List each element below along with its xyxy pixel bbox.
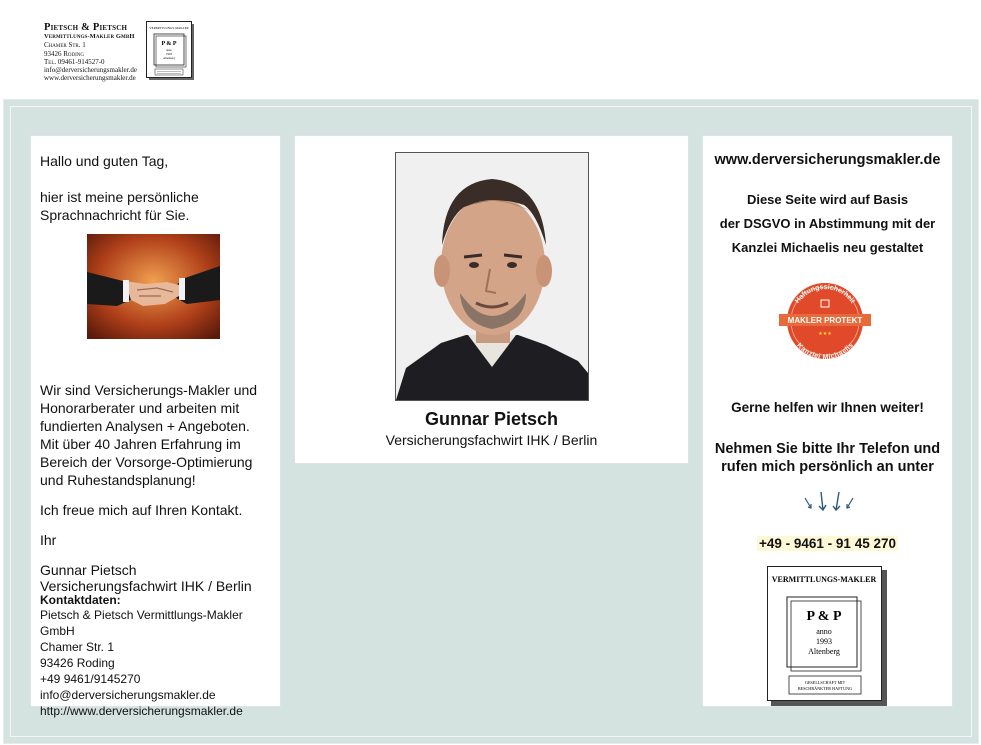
stamp-footer-2: BESCHRÄNKTER HAFTUNG xyxy=(797,686,853,691)
portrait-image xyxy=(396,153,588,400)
letterhead xyxy=(44,22,137,83)
stamp-small-top: VERMITTLUNGS-MAKLER xyxy=(149,26,189,30)
stamp-footer-1: GESELLSCHAFT MIT xyxy=(804,680,846,685)
contact-city: 93426 Roding xyxy=(40,656,115,670)
stamp-small-year: 1993 xyxy=(166,52,172,56)
greeting-text: Hallo und guten Tag, xyxy=(40,153,169,169)
company-name: Pietsch & Pietsch xyxy=(44,22,128,33)
profile-name: Gunnar Pietsch xyxy=(424,409,559,429)
contact-phone: +49 9461/9145270 xyxy=(40,672,141,686)
ihr-text: Ihr xyxy=(40,532,57,548)
header-bar xyxy=(0,0,981,98)
closing-text: Ich freue mich auf Ihren Kontakt. xyxy=(40,502,243,518)
contact-company: Pietsch & Pietsch Vermittlungs-Makler GmbH xyxy=(40,608,243,638)
web-text: www.derversicherungsmakler.de xyxy=(44,74,136,83)
signature-name: Gunnar Pietsch xyxy=(40,562,137,578)
svg-text:★★★: ★★★ xyxy=(818,331,832,337)
stamp-place: Altenberg xyxy=(808,647,840,656)
arrows-down-icon xyxy=(799,490,859,516)
profile-panel xyxy=(294,135,689,464)
call-line-2: rufen mich persönlich an unter xyxy=(721,459,934,475)
phone-number-row xyxy=(703,536,952,551)
call-line-1: Nehmen Sie bitte Ihr Telefon und xyxy=(714,441,941,457)
right-info-panel xyxy=(702,135,953,707)
dsgvo-line-1: Diese Seite wird auf Basis xyxy=(746,192,909,207)
contact-email-link[interactable]: info@derversicherungsmakler.de xyxy=(40,688,216,702)
phone-number-link[interactable]: +49 - 9461 - 91 45 270 xyxy=(759,536,896,551)
dsgvo-line-2: der DSGVO in Abstimmung mit der xyxy=(719,216,936,231)
badge-mid-text: MAKLER PROTEKT xyxy=(787,316,863,325)
left-text-panel xyxy=(30,135,281,718)
handshake-image xyxy=(87,234,220,339)
stamp-top-text: VERMITTLUNGS-MAKLER xyxy=(771,575,877,584)
contact-street: Chamer Str. 1 xyxy=(40,640,115,654)
signature-title: Versicherungsfachwirt IHK / Berlin xyxy=(40,578,252,594)
profile-title: Versicherungsfachwirt IHK / Berlin xyxy=(385,432,598,448)
stamp-small-anno: anno xyxy=(166,48,172,52)
contact-heading: Kontaktdaten: xyxy=(40,593,121,607)
stamp-anno: anno xyxy=(816,627,832,636)
email-text: info@derversicherungsmakler.de xyxy=(44,66,137,75)
phone-text: Tel. 09461-914527-0 xyxy=(44,57,105,66)
company-stamp-large xyxy=(767,566,887,706)
about-text: Wir sind Versicherungs-Makler und Honorarberater und arbeiten mit fundierten Analysen + Angeboten. Mit über 40 Jahren Erfahrung im Bereich der Vorsorge-Optimierung und Ruhestandsplanung! xyxy=(40,382,258,488)
badge-top-text: Haftungssicherheit xyxy=(794,283,856,305)
badge-bottom-text: Kanzlei Michaelis xyxy=(795,342,855,361)
address-street: Chamer Str. 1 xyxy=(44,41,86,50)
dsgvo-line-3: Kanzlei Michaelis neu gestaltet xyxy=(731,240,924,255)
company-stamp-logo xyxy=(146,21,196,81)
stamp-small-initials: P & P xyxy=(161,41,177,47)
address-city: 93426 Roding xyxy=(44,49,85,58)
portrait-photo xyxy=(395,152,589,401)
stamp-small-place: Altenberg xyxy=(163,56,175,60)
intro-text: hier ist meine persönliche Sprachnachricht für Sie. xyxy=(40,189,199,223)
makler-protekt-badge xyxy=(779,281,871,361)
company-subtitle: Vermittlungs-Makler GmbH xyxy=(44,33,135,40)
help-text: Gerne helfen wir Ihnen weiter! xyxy=(731,400,924,415)
stamp-initials: P & P xyxy=(806,609,842,624)
website-link[interactable]: www.derversicherungsmakler.de xyxy=(714,152,941,168)
contact-website-link[interactable]: http://www.derversicherungsmakler.de xyxy=(40,704,243,718)
stamp-year: 1993 xyxy=(816,637,832,646)
